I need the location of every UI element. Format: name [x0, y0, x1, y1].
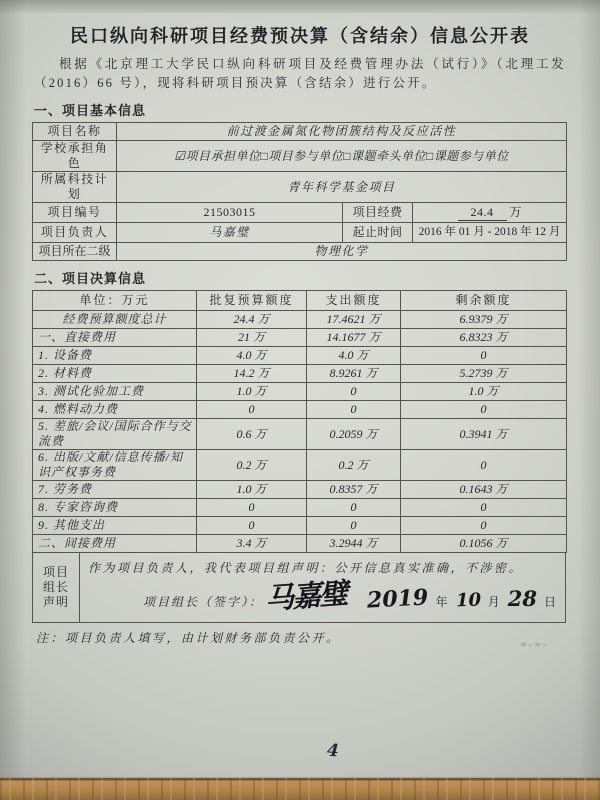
row-spent: 0.2 万: [307, 450, 401, 481]
row-budget: 21 万: [197, 329, 307, 347]
school-role-checkboxes: ☑项目承担单位□项目参与单位□课题牵头单位□课题参与单位: [117, 141, 567, 172]
paper-content: [32, 22, 568, 646]
date-day: 28: [507, 586, 537, 611]
declaration-statement: 作为项目负责人，我代表项目组声明：公开信息真实准确，不涉密。: [88, 561, 524, 575]
duration-label: 起止时间: [343, 223, 413, 243]
row-remaining: 0.1056 万: [401, 535, 567, 553]
table-row: [33, 223, 567, 243]
duration-value: 2016 年 01 月 - 2018 年 12 月: [413, 223, 567, 243]
date-year-suffix: 年: [435, 595, 449, 609]
row-remaining: 0.1643 万: [401, 481, 567, 499]
row-budget: 0: [197, 499, 307, 517]
budget-row-other: [33, 517, 567, 535]
row-spent: 0.8357 万: [307, 481, 401, 499]
project-leader-label: 项目负责人: [33, 223, 117, 243]
declaration-label-line: 声明: [42, 595, 69, 609]
program-value: 青年科学基金项目: [117, 172, 567, 203]
row-budget: 24.4 万: [197, 311, 307, 329]
row-budget: 1.0 万: [197, 481, 307, 499]
project-number-value: 21503015: [117, 203, 343, 223]
row-remaining: 1.0 万: [401, 383, 567, 401]
row-spent: 3.2944 万: [307, 535, 401, 553]
row-label: 4. 燃料动力费: [33, 401, 197, 419]
row-spent: 0: [307, 499, 401, 517]
project-number-label: 项目编号: [33, 203, 117, 223]
row-label: 经费预算额度总计: [33, 311, 197, 329]
budget-row-total: [33, 311, 567, 329]
document-title: 民口纵向科研项目经费预决算（含结余）信息公开表: [70, 26, 530, 46]
date-month-suffix: 月: [487, 595, 501, 609]
paper-top-shadow: [0, 0, 600, 13]
row-label: 二、间接费用: [33, 535, 197, 553]
section-budget-heading: 二、项目决算信息: [34, 271, 147, 286]
handwritten-signature: 马嘉璧: [264, 576, 348, 616]
row-label: 2. 材料费: [33, 365, 197, 383]
row-remaining: 0: [401, 401, 567, 419]
budget-row-travel: [33, 419, 567, 450]
date-month: 10: [455, 589, 482, 612]
faint-bleed-through-mark: [521, 643, 546, 646]
budget-row-direct: [33, 329, 567, 347]
row-budget: 0: [197, 517, 307, 535]
row-spent: 0: [307, 383, 401, 401]
row-label: 5. 差旅/会议/国际合作与交流费: [33, 419, 197, 450]
handwritten-date: [367, 586, 557, 612]
intro-paragraph: 根据《北京理工大学民口纵向科研项目及经费管理办法（试行）》（北理工发（2016）66 号），现将科研项目预决算（含结余）进行公开。: [34, 57, 566, 90]
row-spent: 17.4621 万: [307, 311, 401, 329]
row-remaining: 0: [401, 450, 567, 481]
project-leader-value: 马嘉璧: [117, 223, 343, 243]
row-spent: 0.2059 万: [307, 419, 401, 450]
declaration-row: [32, 553, 566, 623]
sign-label: 项目组长（签字）：: [143, 595, 264, 609]
row-label: 1. 设备费: [33, 347, 197, 365]
declaration-row-label: [33, 553, 80, 622]
row-remaining: 0.3941 万: [401, 419, 567, 450]
table-row: [33, 203, 567, 223]
project-funding-label: 项目经费: [343, 203, 413, 223]
paper-right-shadow: [578, 0, 600, 800]
row-spent: 0: [307, 401, 401, 419]
row-label: 6. 出版/文献/信息传播/知识产权事务费: [33, 450, 197, 481]
row-label: 一、直接费用: [33, 329, 197, 347]
project-name-value: 前过渡金属氮化物团簇结构及反应活性: [117, 123, 567, 141]
budget-table: [32, 290, 567, 553]
project-funding-value: [413, 203, 567, 223]
row-spent: 0: [307, 517, 401, 535]
declaration-body: [80, 553, 565, 622]
table-row: [33, 141, 567, 172]
budget-row-testing: [33, 383, 567, 401]
row-budget: 0: [197, 401, 307, 419]
row-remaining: 5.2739 万: [401, 365, 567, 383]
budget-row-labor: [33, 481, 567, 499]
budget-row-fuel: [33, 401, 567, 419]
budget-header-row: [33, 291, 567, 311]
table-row: [33, 123, 567, 141]
division-value: 物理化学: [117, 243, 567, 261]
row-budget: 0.2 万: [197, 450, 307, 481]
row-budget: 0.6 万: [197, 419, 307, 450]
budget-row-publication: [33, 450, 567, 481]
budget-row-equipment: [33, 347, 567, 365]
table-row: [33, 243, 567, 261]
budget-row-materials: [33, 365, 567, 383]
col-header-spent: 支出额度: [307, 291, 401, 311]
budget-row-indirect: [33, 535, 567, 553]
table-row: [33, 172, 567, 203]
row-budget: 4.0 万: [197, 347, 307, 365]
basic-info-table: [32, 122, 567, 261]
col-header-budget: 批复预算额度: [197, 291, 307, 311]
signature-row: [88, 578, 559, 615]
row-remaining: 0: [401, 517, 567, 535]
row-budget: 14.2 万: [197, 365, 307, 383]
row-remaining: 0: [401, 347, 567, 365]
row-remaining: 6.8323 万: [401, 329, 567, 347]
program-label: 所属科技计划: [33, 172, 117, 203]
wooden-floor: [0, 778, 600, 800]
row-label: 8. 专家咨询费: [33, 499, 197, 517]
row-spent: 8.9261 万: [307, 365, 401, 383]
unit-header: 单位：万元: [33, 291, 197, 311]
row-spent: 4.0 万: [307, 347, 401, 365]
handwritten-page-number: 4: [326, 740, 340, 762]
budget-row-expert: [33, 499, 567, 517]
row-spent: 14.1677 万: [307, 329, 401, 347]
row-label: 9. 其他支出: [33, 517, 197, 535]
funding-amount: 24.4: [458, 205, 507, 221]
row-label: 7. 劳务费: [33, 481, 197, 499]
paper-left-shadow: [0, 0, 26, 800]
row-budget: 1.0 万: [197, 383, 307, 401]
funding-unit: 万: [509, 205, 522, 219]
declaration-label-line: 项目: [42, 565, 69, 579]
row-label: 3. 测试化验加工费: [33, 383, 197, 401]
section-basic-info-heading: 一、项目基本信息: [34, 103, 147, 118]
school-role-label: 学校承担角色: [33, 141, 117, 172]
footnote: 注：项目负责人填写，由计划财务部负责公开。: [36, 631, 341, 645]
row-remaining: 0: [401, 499, 567, 517]
declaration-label-line: 组长: [42, 580, 69, 594]
col-header-remaining: 剩余额度: [401, 291, 567, 311]
date-day-suffix: 日: [543, 595, 557, 609]
division-label: 项目所在二级: [33, 243, 117, 261]
date-year: 2019: [366, 584, 430, 614]
project-name-label: 项目名称: [33, 123, 117, 141]
row-budget: 3.4 万: [197, 535, 307, 553]
row-remaining: 6.9379 万: [401, 311, 567, 329]
